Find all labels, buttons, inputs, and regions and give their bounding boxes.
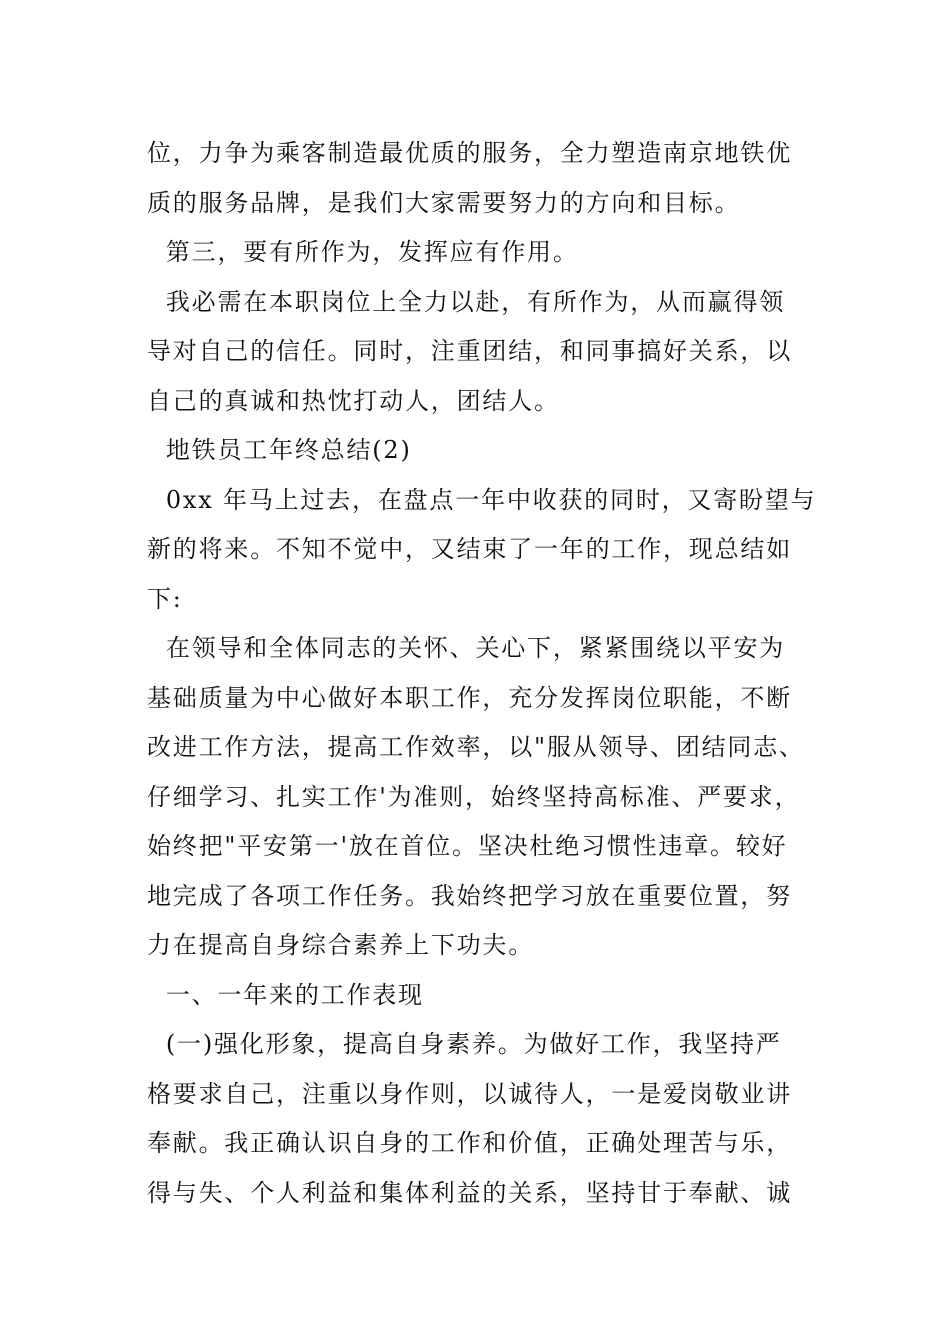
section-heading: 一、一年来的工作表现 <box>147 980 424 1009</box>
text-line: 我必需在本职岗位上全力以赴，有所作为，从而赢得领 <box>147 287 786 316</box>
text-line: 0xx 年马上过去，在盘点一年中收获的同时，又寄盼望与 <box>147 485 817 514</box>
text-line: 力在提高自身综合素养上下功夫。 <box>147 931 534 959</box>
text-line: 在领导和全体同志的关怀、关心下，紧紧围绕以平安为 <box>147 634 786 662</box>
document-body <box>147 129 817 1218</box>
text-line: (一)强化形象，提高自身素养。为做好工作，我坚持严 <box>147 1030 782 1058</box>
text-line: 改进工作方法，提高工作效率，以"服从领导、团结同志、 <box>147 733 805 761</box>
text-line: 自己的真诚和热忱打动人，团结人。 <box>147 386 560 415</box>
text-line: 奉献。我正确认识自身的工作和价值，正确处理苦与乐， <box>147 1129 792 1157</box>
text-line: 位，力争为乘客制造最优质的服务，全力塑造南京地铁优 <box>147 139 792 167</box>
text-line: 基础质量为中心做好本职工作，充分发挥岗位职能，不断 <box>147 683 792 712</box>
text-line: 始终把"平安第一'放在首位。坚决杜绝习惯性违章。较好 <box>147 832 788 860</box>
text-line: 质的服务品牌，是我们大家需要努力的方向和目标。 <box>147 188 741 217</box>
text-line: 导对自己的信任。同时，注重团结，和同事搞好关系，以 <box>147 337 792 365</box>
text-line: 新的将来。不知不觉中，又结束了一年的工作，现总结如 <box>147 535 792 563</box>
text-line: 仔细学习、扎实工作'为准则，始终坚持高标准、严要求， <box>147 782 801 811</box>
text-line: 格要求自己，注重以身作则，以诚待人，一是爱岗敬业讲 <box>147 1079 792 1108</box>
text-line: 第三，要有所作为，发挥应有作用。 <box>147 238 579 266</box>
text-line: 地完成了各项工作任务。我始终把学习放在重要位置，努 <box>147 881 792 910</box>
text-line: 得与失、个人利益和集体利益的关系，坚持甘于奉献、诚 <box>147 1178 792 1207</box>
section-title: 地铁员工年终总结(2) <box>147 436 412 464</box>
text-line: 下: <box>147 584 183 613</box>
